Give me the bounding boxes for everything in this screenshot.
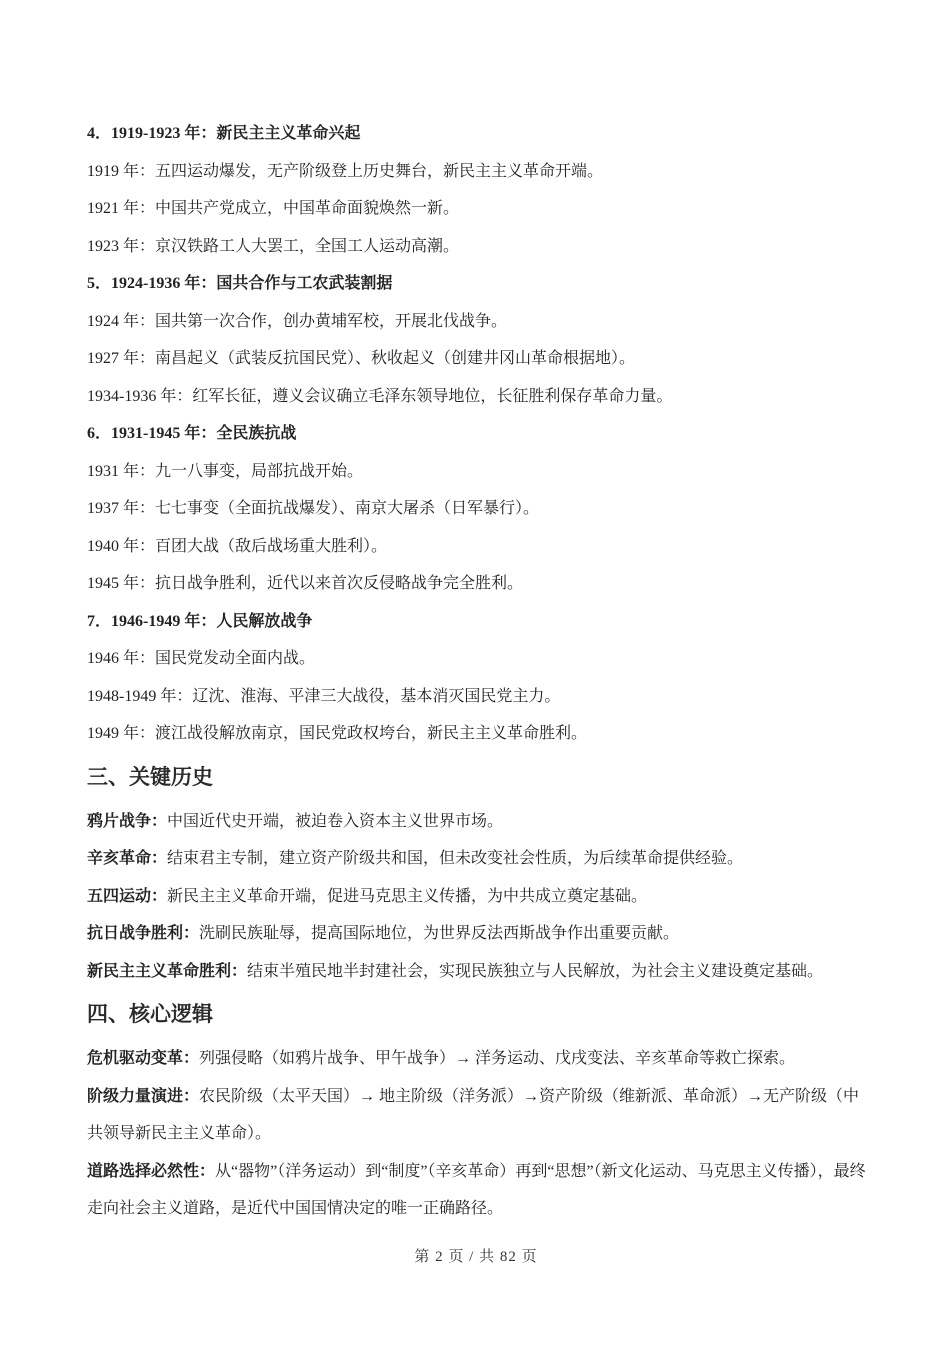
timeline-entry bbox=[87, 490, 872, 528]
item-label: 抗日战争胜利： bbox=[87, 925, 200, 942]
item-text: 结束君主专制，建立资产阶级共和国，但未改变社会性质，为后续革命提供经验。 bbox=[167, 850, 744, 867]
item-label: 道路选择必然性： bbox=[87, 1162, 216, 1180]
entry-year: 1923 年： bbox=[87, 237, 156, 255]
timeline-entry bbox=[87, 640, 872, 678]
entry-year: 1940 年： bbox=[87, 537, 156, 555]
entry-text: 九一八事变，局部抗战开始。 bbox=[155, 462, 364, 480]
page-footer: 第 2 页 / 共 82 页 bbox=[414, 1249, 538, 1265]
timeline-entry bbox=[87, 715, 872, 753]
entry-year: 1949 年： bbox=[87, 725, 156, 742]
entry-year: 1945 年： bbox=[87, 575, 156, 592]
core-logic-item bbox=[87, 1040, 872, 1078]
timeline-entry bbox=[87, 190, 872, 228]
item-label: 五四运动： bbox=[87, 887, 168, 905]
timeline-section-heading: 6．1931-1945 年：全民族抗战 bbox=[87, 425, 297, 442]
timeline-entry bbox=[87, 528, 872, 566]
timeline-section-heading: 4．1919-1923 年：新民主主义革命兴起 bbox=[87, 125, 361, 142]
entry-year: 1948-1949 年： bbox=[87, 687, 193, 705]
timeline-entry bbox=[87, 378, 872, 416]
item-text: 从“器物”（洋务运动）到“制度”（辛亥革命）再到“思想”（新文化运动、马克思主义传播），最终走向社会主义道路，是近代中国国情决定的唯一正确路径。 bbox=[87, 1162, 866, 1217]
timeline-entry bbox=[87, 228, 872, 266]
entry-year: 1921 年： bbox=[87, 200, 156, 217]
item-text: 新民主主义革命开端，促进马克思主义传播，为中共成立奠定基础。 bbox=[167, 887, 648, 905]
entry-text: 七七事变（全面抗战爆发）、南京大屠杀（日军暴行）。 bbox=[155, 500, 540, 517]
key-history-item bbox=[87, 803, 872, 841]
entry-year: 1931 年： bbox=[87, 462, 156, 480]
entry-text: 国共第一次合作，创办黄埔军校，开展北伐战争。 bbox=[155, 312, 508, 330]
item-label: 危机驱动变革： bbox=[87, 1050, 200, 1067]
timeline-entry bbox=[87, 453, 872, 491]
timeline-section-heading: 7．1946-1949 年：人民解放战争 bbox=[87, 612, 313, 630]
timeline-entry bbox=[87, 340, 872, 378]
timeline-entry bbox=[87, 303, 872, 341]
item-text: 结束半殖民地半封建社会，实现民族独立与人民解放，为社会主义建设奠定基础。 bbox=[247, 962, 824, 980]
document-body bbox=[87, 115, 872, 1228]
entry-year: 1924 年： bbox=[87, 312, 156, 330]
entry-text: 京汉铁路工人大罢工，全国工人运动高潮。 bbox=[155, 237, 460, 255]
item-text: 农民阶级（太平天国）→ 地主阶级（洋务派）→资产阶级（维新派、革命派）→无产阶级（中共领导新民主主义革命）。 bbox=[87, 1087, 860, 1142]
entry-year: 1927 年： bbox=[87, 350, 156, 367]
entry-year: 1934-1936 年： bbox=[87, 387, 193, 405]
entry-text: 红军长征，遵义会议确立毛泽东领导地位，长征胜利保存革命力量。 bbox=[192, 387, 673, 405]
key-history-item bbox=[87, 915, 872, 953]
timeline-entry bbox=[87, 678, 872, 716]
timeline-section-heading: 5．1924-1936 年：国共合作与工农武装割据 bbox=[87, 275, 393, 292]
core-logic-item bbox=[87, 1153, 872, 1228]
entry-text: 国民党发动全面内战。 bbox=[155, 650, 316, 667]
entry-year: 1919 年： bbox=[87, 162, 156, 180]
item-label: 阶级力量演进： bbox=[87, 1087, 200, 1105]
entry-year: 1946 年： bbox=[87, 650, 156, 667]
entry-text: 五四运动爆发，无产阶级登上历史舞台，新民主主义革命开端。 bbox=[155, 162, 604, 180]
timeline-entry bbox=[87, 153, 872, 191]
entry-text: 中国共产党成立，中国革命面貌焕然一新。 bbox=[155, 200, 460, 217]
key-history-item bbox=[87, 840, 872, 878]
entry-text: 渡江战役解放南京，国民党政权垮台，新民主主义革命胜利。 bbox=[155, 725, 588, 742]
entry-text: 辽沈、淮海、平津三大战役，基本消灭国民党主力。 bbox=[192, 687, 561, 705]
core-logic-item bbox=[87, 1078, 872, 1153]
entry-text: 南昌起义（武装反抗国民党）、秋收起义（创建井冈山革命根据地）。 bbox=[155, 350, 636, 367]
key-history-heading: 三、关键历史 bbox=[87, 765, 213, 789]
key-history-item bbox=[87, 953, 872, 991]
core-logic-heading: 四、核心逻辑 bbox=[87, 1003, 213, 1026]
item-text: 洗刷民族耻辱，提高国际地位，为世界反法西斯战争作出重要贡献。 bbox=[199, 925, 680, 942]
entry-text: 百团大战（敌后战场重大胜利）。 bbox=[155, 537, 388, 555]
item-label: 新民主主义革命胜利： bbox=[87, 962, 248, 980]
item-text: 列强侵略（如鸦片战争、甲午战争）→ 洋务运动、戊戌变法、辛亥革命等救亡探索。 bbox=[199, 1050, 796, 1067]
entry-text: 抗日战争胜利，近代以来首次反侵略战争完全胜利。 bbox=[155, 575, 524, 592]
item-label: 辛亥革命： bbox=[87, 850, 168, 867]
item-text: 中国近代史开端，被迫卷入资本主义世界市场。 bbox=[167, 812, 504, 830]
key-history-item bbox=[87, 878, 872, 916]
item-label: 鸦片战争： bbox=[87, 812, 168, 830]
timeline-entry bbox=[87, 565, 872, 603]
entry-year: 1937 年： bbox=[87, 500, 156, 517]
